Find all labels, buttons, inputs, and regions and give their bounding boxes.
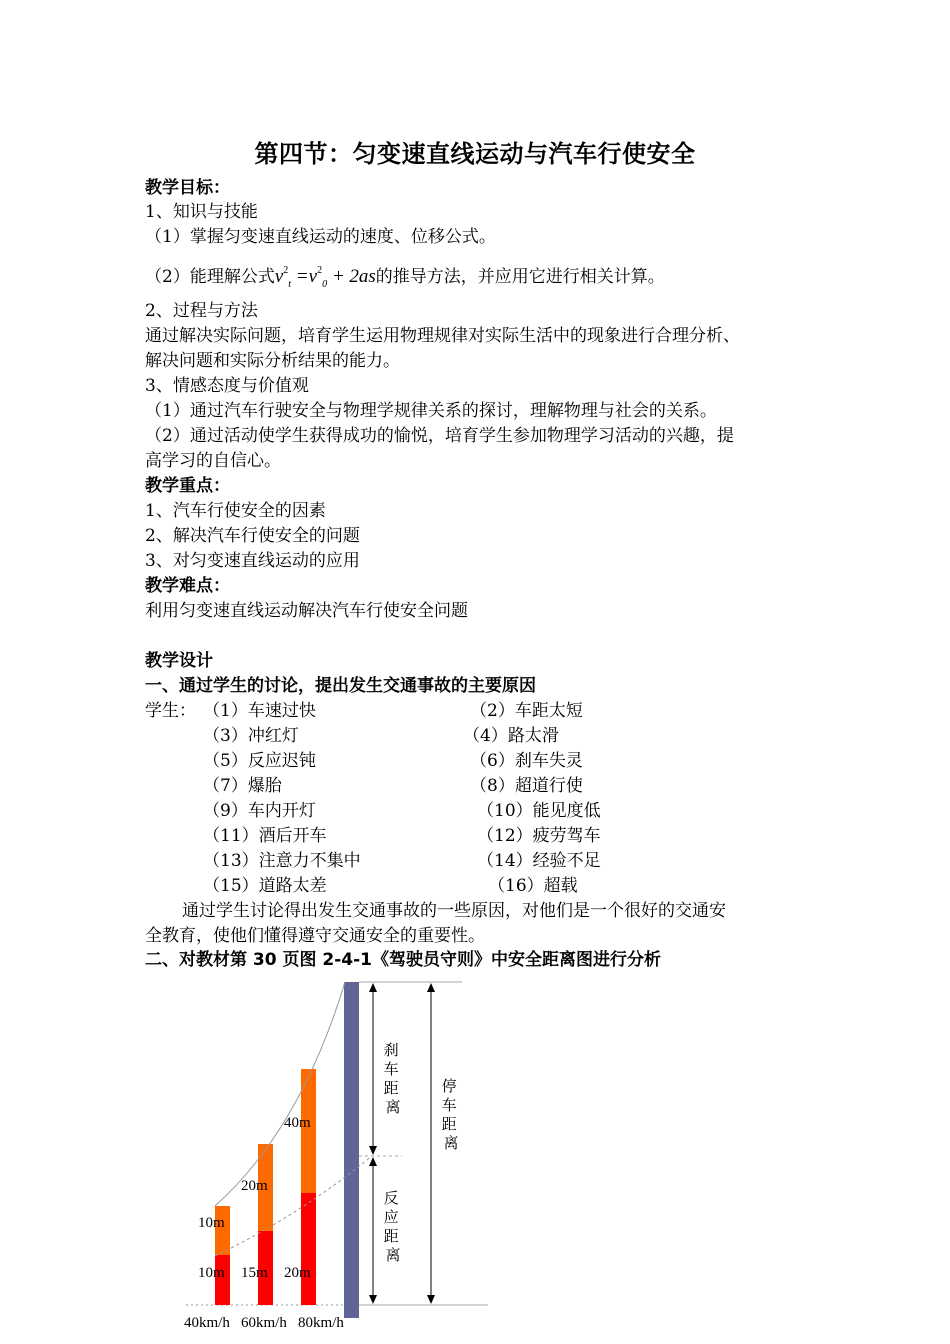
cause-item: （13）注意力不集中	[203, 851, 361, 871]
stop-char: 车	[441, 1098, 457, 1114]
goal-1-2	[145, 259, 665, 297]
summary-b: 全教育，使他们懂得遵守交通安全的重要性。	[145, 926, 485, 946]
cause-item: （1）车速过快	[203, 701, 316, 721]
cause-item: （2）车距太短	[470, 701, 583, 721]
key-1: 1、汽车行使安全的因素	[145, 501, 326, 521]
cause-item: （9）车内开灯	[203, 801, 316, 821]
brake-distance-label	[384, 1042, 403, 1116]
reaction-label-60: 15m	[241, 1265, 268, 1281]
reaction-bar-80	[301, 1193, 316, 1305]
design-heading: 教学设计	[145, 651, 213, 671]
key-2: 2、解决汽车行使安全的问题	[145, 526, 360, 546]
difficulty-1: 利用匀变速直线运动解决汽车行使安全问题	[145, 601, 468, 621]
braking-label-60: 20m	[241, 1178, 268, 1194]
stop-char: 停	[441, 1079, 457, 1095]
reaction-distance-label	[384, 1190, 403, 1264]
key-heading: 教学重点：	[145, 476, 230, 496]
cause-item: （10）能见度低	[477, 801, 601, 821]
reaction-char: 距	[383, 1229, 399, 1245]
speed-label-60: 60km/h	[241, 1315, 287, 1331]
goal-1-2-pre: （2）能理解公式	[145, 267, 275, 287]
cause-item: （6）刹车失灵	[470, 751, 583, 771]
cause-item: （3）冲红灯	[203, 726, 299, 746]
brake-char: 车	[383, 1062, 399, 1078]
cause-item: （16）超载	[488, 876, 578, 896]
page-title: 第四节：匀变速直线运动与汽车行使安全	[254, 140, 696, 168]
goal-2-text-a: 通过解决实际问题，培育学生运用物理规律对实际生活中的现象进行合理分析、	[145, 326, 740, 346]
safety-distance-diagram	[0, 975, 950, 1344]
section-1-heading: 一、通过学生的讨论，提出发生交通事故的主要原因	[145, 676, 536, 696]
brake-char: 刹	[383, 1043, 399, 1059]
stopping-curve	[215, 982, 345, 1206]
goal-1-1: （1）掌握匀变速直线运动的速度、位移公式。	[145, 227, 496, 247]
brake-char: 距	[383, 1081, 399, 1097]
goal-2-text-b: 解决问题和实际分析结果的能力。	[145, 351, 400, 371]
braking-label-80: 40m	[284, 1115, 311, 1131]
obstacle-pole	[344, 982, 359, 1318]
speed-label-40: 40km/h	[184, 1315, 230, 1331]
cause-item: （11）酒后开车	[203, 826, 327, 846]
goal-3-1: （1）通过汽车行驶安全与物理学规律关系的探讨，理解物理与社会的关系。	[145, 401, 717, 421]
cause-item: （8）超道行使	[470, 776, 583, 796]
goal-3-2a: （2）通过活动使学生获得成功的愉悦，培育学生参加物理学习活动的兴趣，提	[145, 426, 734, 446]
reaction-label-80: 20m	[284, 1265, 311, 1281]
cause-item: （15）道路太差	[203, 876, 327, 896]
stop-char: 距	[441, 1117, 457, 1133]
reaction-char: 离	[385, 1248, 401, 1264]
formula: $v^2_t =v^2_0 + 2as$	[274, 265, 376, 290]
goal-1-title: 1、知识与技能	[145, 202, 258, 222]
goals-heading: 教学目标：	[145, 178, 230, 198]
braking-label-40: 10m	[198, 1215, 225, 1231]
difficulty-heading: 教学难点：	[145, 576, 230, 596]
summary-a: 通过学生讨论得出发生交通事故的一些原因，对他们是一个很好的交通安	[182, 901, 726, 921]
cause-item: （14）经验不足	[477, 851, 601, 871]
cause-item: （4）路太滑	[463, 726, 559, 746]
reaction-label-40: 10m	[198, 1265, 225, 1281]
stop-char: 离	[443, 1136, 459, 1152]
goal-3-title: 3、情感态度与价值观	[145, 376, 309, 396]
reaction-char: 应	[383, 1210, 399, 1226]
students-label: 学生：	[145, 701, 196, 721]
goal-2-title: 2、过程与方法	[145, 301, 258, 321]
key-3: 3、对匀变速直线运动的应用	[145, 551, 360, 571]
reaction-char: 反	[383, 1191, 399, 1207]
brake-char: 离	[385, 1100, 401, 1116]
goal-1-2-post: 的推导方法，并应用它进行相关计算。	[375, 267, 665, 287]
speed-label-80: 80km/h	[298, 1315, 344, 1331]
goal-3-2b: 高学习的自信心。	[145, 451, 281, 471]
cause-item: （12）疲劳驾车	[477, 826, 601, 846]
section-2-heading: 二、对教材第 30 页图 2-4-1《驾驶员守则》中安全距离图进行分析	[145, 950, 662, 970]
stop-distance-label	[442, 1078, 461, 1152]
cause-item: （5）反应迟钝	[203, 751, 316, 771]
cause-item: （7）爆胎	[203, 776, 282, 796]
